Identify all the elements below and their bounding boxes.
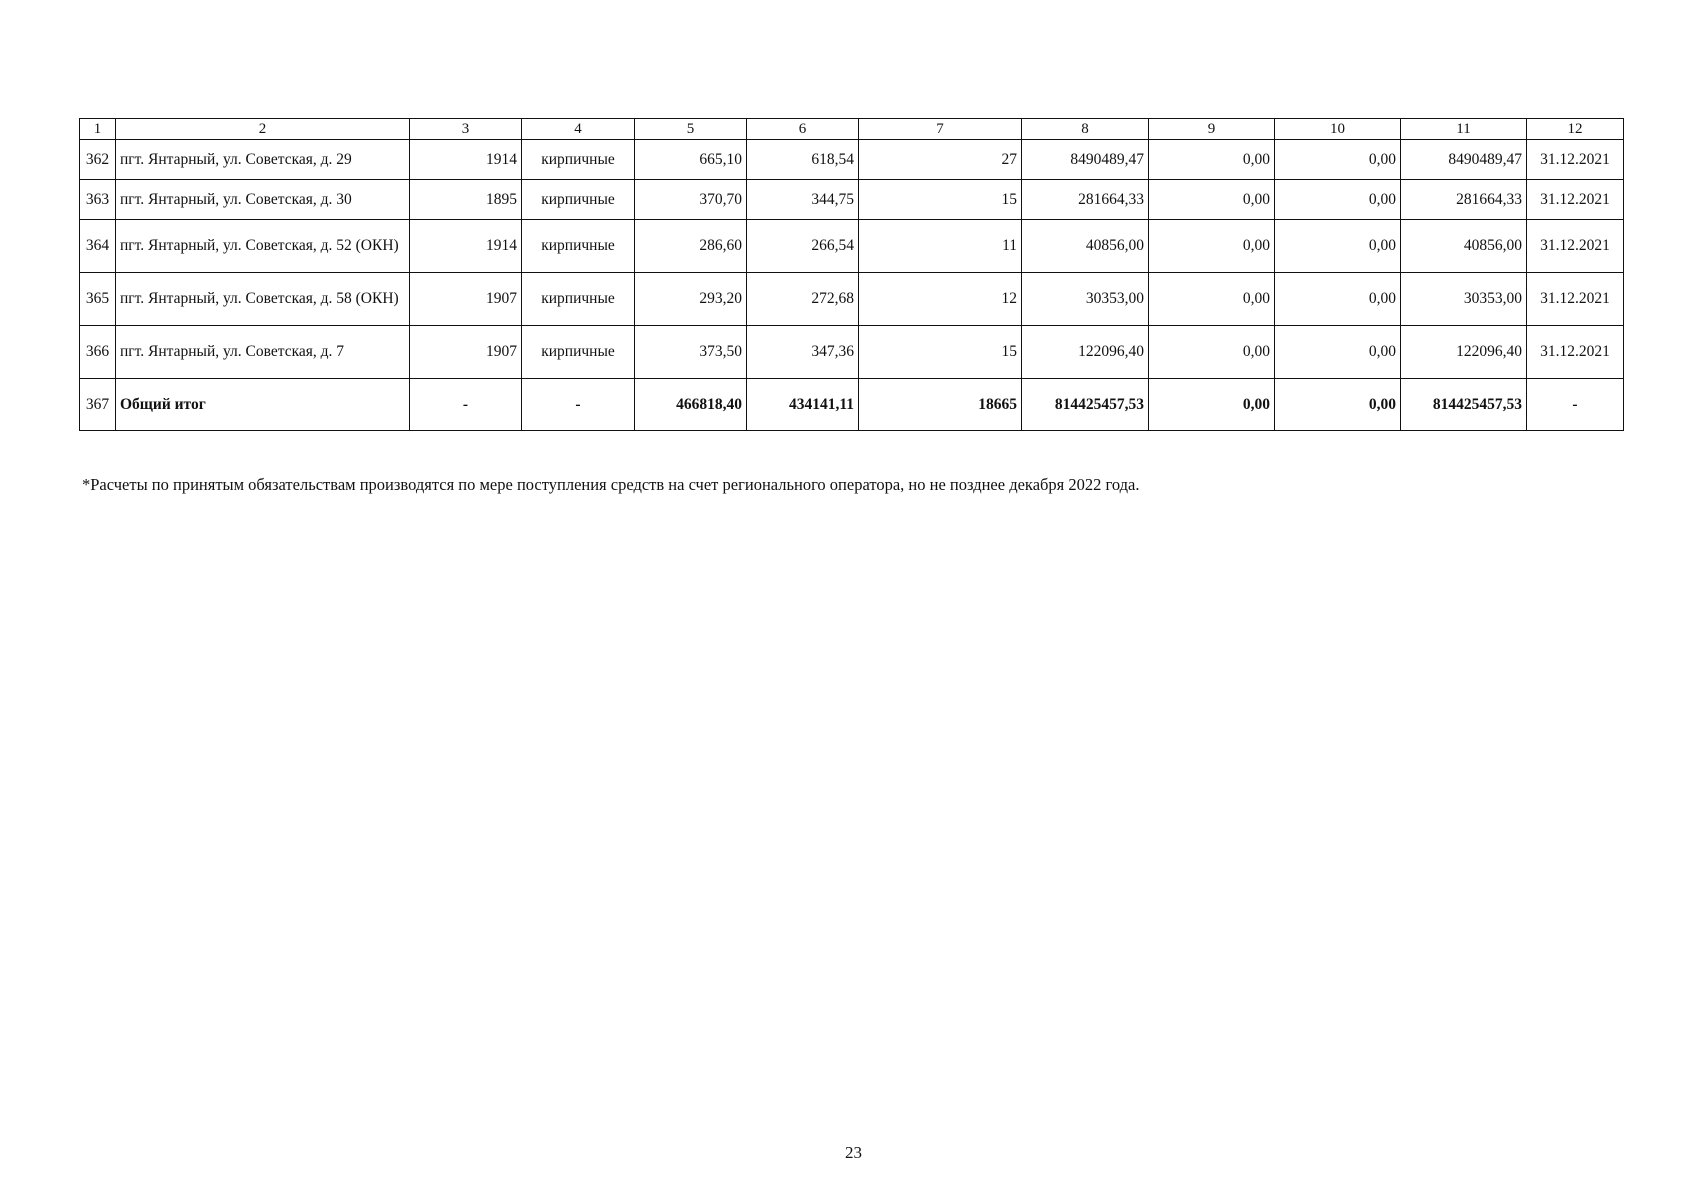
value-cell: 0,00 [1275, 273, 1401, 326]
header-cell: 8 [1022, 119, 1149, 140]
value-cell: 665,10 [635, 140, 747, 180]
total-cell: 434141,11 [747, 379, 859, 431]
table-row [80, 220, 1624, 273]
value-cell: 370,70 [635, 180, 747, 220]
table-row [80, 140, 1624, 180]
total-cell: 0,00 [1149, 379, 1275, 431]
date-cell: 31.12.2021 [1527, 180, 1624, 220]
material-cell: кирпичные [522, 180, 635, 220]
total-cell: - [410, 379, 522, 431]
row-number: 363 [80, 180, 116, 220]
date-cell: 31.12.2021 [1527, 140, 1624, 180]
total-cell: 814425457,53 [1401, 379, 1527, 431]
table-row [80, 273, 1624, 326]
value-cell: 373,50 [635, 326, 747, 379]
address-cell: пгт. Янтарный, ул. Советская, д. 52 (ОКН) [116, 220, 410, 273]
row-number: 366 [80, 326, 116, 379]
total-cell: - [522, 379, 635, 431]
value-cell: 347,36 [747, 326, 859, 379]
value-cell: 618,54 [747, 140, 859, 180]
table-row [80, 326, 1624, 379]
value-cell: 122096,40 [1401, 326, 1527, 379]
total-label: Общий итог [116, 379, 410, 431]
header-cell: 7 [859, 119, 1022, 140]
value-cell: 272,68 [747, 273, 859, 326]
year-cell: 1907 [410, 273, 522, 326]
address-cell: пгт. Янтарный, ул. Советская, д. 58 (ОКН) [116, 273, 410, 326]
total-cell: - [1527, 379, 1624, 431]
address-cell: пгт. Янтарный, ул. Советская, д. 29 [116, 140, 410, 180]
header-cell: 6 [747, 119, 859, 140]
year-cell: 1914 [410, 140, 522, 180]
value-cell: 0,00 [1275, 140, 1401, 180]
value-cell: 0,00 [1275, 326, 1401, 379]
value-cell: 266,54 [747, 220, 859, 273]
address-cell: пгт. Янтарный, ул. Советская, д. 30 [116, 180, 410, 220]
value-cell: 0,00 [1275, 220, 1401, 273]
value-cell: 30353,00 [1022, 273, 1149, 326]
year-cell: 1907 [410, 326, 522, 379]
value-cell: 0,00 [1149, 273, 1275, 326]
header-cell: 5 [635, 119, 747, 140]
header-cell: 9 [1149, 119, 1275, 140]
value-cell: 40856,00 [1022, 220, 1149, 273]
date-cell: 31.12.2021 [1527, 220, 1624, 273]
material-cell: кирпичные [522, 326, 635, 379]
total-cell: 814425457,53 [1022, 379, 1149, 431]
value-cell: 11 [859, 220, 1022, 273]
header-cell: 3 [410, 119, 522, 140]
value-cell: 15 [859, 326, 1022, 379]
row-number: 367 [80, 379, 116, 431]
header-cell: 2 [116, 119, 410, 140]
value-cell: 0,00 [1149, 326, 1275, 379]
value-cell: 281664,33 [1401, 180, 1527, 220]
value-cell: 0,00 [1275, 180, 1401, 220]
header-cell: 1 [80, 119, 116, 140]
value-cell: 0,00 [1149, 140, 1275, 180]
row-number: 362 [80, 140, 116, 180]
header-cell: 10 [1275, 119, 1401, 140]
material-cell: кирпичные [522, 273, 635, 326]
page-number: 23 [845, 1143, 862, 1162]
value-cell: 8490489,47 [1022, 140, 1149, 180]
value-cell: 344,75 [747, 180, 859, 220]
value-cell: 40856,00 [1401, 220, 1527, 273]
material-cell: кирпичные [522, 220, 635, 273]
total-cell: 0,00 [1275, 379, 1401, 431]
footnote: *Расчеты по принятым обязательствам производятся по мере поступления средств на счет регионального оператора, но не позднее декабря 2022 года. [82, 475, 1140, 494]
value-cell: 0,00 [1149, 180, 1275, 220]
row-number: 364 [80, 220, 116, 273]
header-cell: 12 [1527, 119, 1624, 140]
buildings-table [79, 118, 1624, 431]
value-cell: 27 [859, 140, 1022, 180]
value-cell: 15 [859, 180, 1022, 220]
total-cell: 18665 [859, 379, 1022, 431]
date-cell: 31.12.2021 [1527, 326, 1624, 379]
material-cell: кирпичные [522, 140, 635, 180]
value-cell: 281664,33 [1022, 180, 1149, 220]
total-row [80, 379, 1624, 431]
year-cell: 1914 [410, 220, 522, 273]
header-row [80, 119, 1624, 140]
value-cell: 12 [859, 273, 1022, 326]
header-cell: 11 [1401, 119, 1527, 140]
value-cell: 293,20 [635, 273, 747, 326]
table-row [80, 180, 1624, 220]
row-number: 365 [80, 273, 116, 326]
value-cell: 286,60 [635, 220, 747, 273]
total-cell: 466818,40 [635, 379, 747, 431]
address-cell: пгт. Янтарный, ул. Советская, д. 7 [116, 326, 410, 379]
value-cell: 0,00 [1149, 220, 1275, 273]
header-cell: 4 [522, 119, 635, 140]
value-cell: 122096,40 [1022, 326, 1149, 379]
date-cell: 31.12.2021 [1527, 273, 1624, 326]
value-cell: 8490489,47 [1401, 140, 1527, 180]
value-cell: 30353,00 [1401, 273, 1527, 326]
year-cell: 1895 [410, 180, 522, 220]
